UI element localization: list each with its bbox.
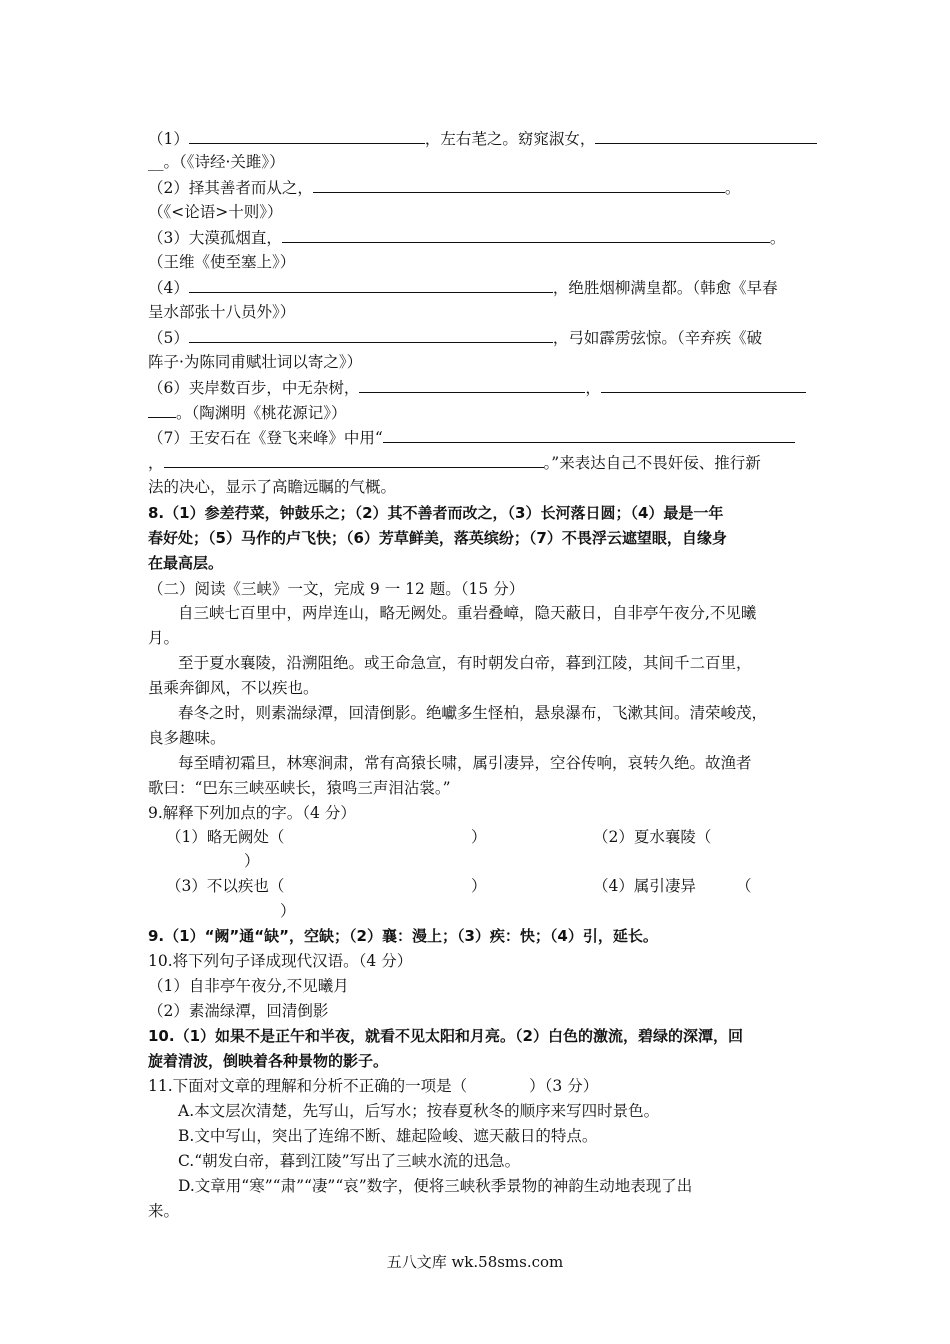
q11-option-d-cont: 来。 <box>148 1202 180 1220</box>
answer-8-line-1: 8.（1）参差荇菜，钟鼓乐之；（2）其不善者而改之，（3）长河落日圆；（4）最是一年 <box>148 504 724 522</box>
passage-p3: 春冬之时，则素湍绿潭，回清倒影。绝巘多生怪柏，悬泉瀑布，飞漱其间。清荣峻茂， <box>178 704 768 722</box>
passage-p4-cont: 歌曰：“巴东三峡巫峡长，猿鸣三声泪沾裳。” <box>148 779 451 797</box>
answer-blank[interactable] <box>595 126 817 144</box>
q9-item-1-close: ） <box>471 828 487 846</box>
q7-line-1: （1） ，左右芼之。窈窕淑女， <box>148 126 817 152</box>
q7-line-4: （《<论语>十则》） <box>148 203 283 221</box>
page-footer: 五八文库 wk.58sms.com <box>386 1253 564 1271</box>
q9-item-2-close: ） <box>244 852 260 870</box>
q9-item-1: （1）略无阙处（ <box>166 828 285 846</box>
q7-line-13: （7）王安石在《登飞来峰》中用“ <box>148 425 795 451</box>
q9-item-3: （3）不以疾也（ <box>166 877 285 895</box>
q7-line-9: （5） ，弓如霹雳弦惊。（辛弃疾《破 <box>148 325 762 351</box>
answer-10-line-2: 旋着清波，倒映着各种景物的影子。 <box>148 1052 389 1070</box>
q11-option-d: D.文章用“寒”“肃”“凄”“哀”数字，便将三峡秋季景物的神韵生动地表现了出 <box>178 1177 693 1195</box>
answer-9: 9.（1）“阙”通“缺”，空缺；（2）襄：漫上；（3）疾：快；（4）引，延长。 <box>148 927 658 945</box>
answer-blank[interactable] <box>282 225 770 243</box>
passage-p1: 自三峡七百里中，两岸连山，略无阙处。重岩叠嶂，隐天蔽日，自非亭午夜分,不见曦 <box>178 604 757 622</box>
passage-p2-cont: 虽乘奔御风，不以疾也。 <box>148 679 319 697</box>
q7-line-8: 呈水部张十八员外》） <box>148 303 296 321</box>
answer-blank[interactable] <box>189 325 553 343</box>
passage-p1-cont: 月。 <box>148 629 180 647</box>
q7-line-3: （2）择其善者而从之， 。 <box>148 175 740 201</box>
q9-item-4-open: （ <box>736 877 752 895</box>
answer-8-line-3: 在最高层。 <box>148 554 224 572</box>
q7-line-14: ， 。”来表达自己不畏奸佞、推行新 <box>148 450 761 476</box>
q10-title: 10.将下列句子译成现代汉语。（4 分） <box>148 952 413 970</box>
answer-blank[interactable] <box>189 126 425 144</box>
passage-p4: 每至晴初霜旦，林寒涧肃，常有高猿长啸，属引凄异，空谷传响，哀转久绝。故渔者 <box>178 754 752 772</box>
q7-line-10: 阵子·为陈同甫赋壮词以寄之》） <box>148 353 363 371</box>
q10-item-1: （1）自非亭午夜分,不见曦月 <box>148 977 349 995</box>
q7-line-2: __。（《诗经·关雎》） <box>148 153 285 171</box>
q9-item-4-close: ） <box>280 902 296 920</box>
q11-option-a: A.本文层次清楚，先写山，后写水；按春夏秋冬的顺序来写四时景色。 <box>178 1102 660 1120</box>
q9-title: 9.解释下列加点的字。（4 分） <box>148 804 356 822</box>
q7-line-12: 。（陶渊明《桃花源记》） <box>148 400 347 426</box>
answer-blank[interactable] <box>189 275 553 293</box>
q9-item-3-close: ） <box>471 877 487 895</box>
q7-line-15: 法的决心，显示了高瞻远瞩的气概。 <box>148 478 397 496</box>
q7-line-7: （4） ，绝胜烟柳满皇都。（韩愈《早春 <box>148 275 778 301</box>
answer-blank[interactable] <box>383 425 795 443</box>
q7-line-11: （6）夹岸数百步，中无杂树， ， <box>148 375 806 401</box>
q11-title: 11.下面对文章的理解和分析不正确的一项是（ ）（3 分） <box>148 1077 599 1095</box>
answer-blank[interactable] <box>359 375 585 393</box>
q7-line-6: （王维《使至塞上》） <box>148 253 296 271</box>
q9-item-4: （4）属引凄异 <box>593 877 696 895</box>
section-2-heading: （二）阅读《三峡》一文，完成 9 一 12 题。（15 分） <box>148 580 525 598</box>
answer-8-line-2: 春好处；（5）马作的卢飞快；（6）芳草鲜美，落英缤纷；（7）不畏浮云遮望眼，自缘身 <box>148 529 727 547</box>
answer-blank[interactable] <box>164 450 544 468</box>
q11-option-c: C.“朝发白帝，暮到江陵”写出了三峡水流的迅急。 <box>178 1152 521 1170</box>
q11-option-b: B.文中写山，突出了连绵不断、雄起险峻、遮天蔽日的特点。 <box>178 1127 598 1145</box>
answer-10-line-1: 10.（1）如果不是正午和半夜，就看不见太阳和月亮。（2）白色的激流，碧绿的深潭，回 <box>148 1027 743 1045</box>
answer-blank[interactable] <box>313 175 725 193</box>
q7-line-5: （3）大漠孤烟直， 。 <box>148 225 785 251</box>
answer-blank[interactable] <box>148 400 176 418</box>
answer-blank[interactable] <box>601 375 806 393</box>
passage-p3-cont: 良多趣味。 <box>148 729 226 747</box>
q9-item-2: （2）夏水襄陵（ <box>593 828 712 846</box>
passage-p2: 至于夏水襄陵，沿溯阻绝。或王命急宣，有时朝发白帝，暮到江陵，其间千二百里， <box>178 654 752 672</box>
q10-item-2: （2）素湍绿潭，回清倒影 <box>148 1002 329 1020</box>
